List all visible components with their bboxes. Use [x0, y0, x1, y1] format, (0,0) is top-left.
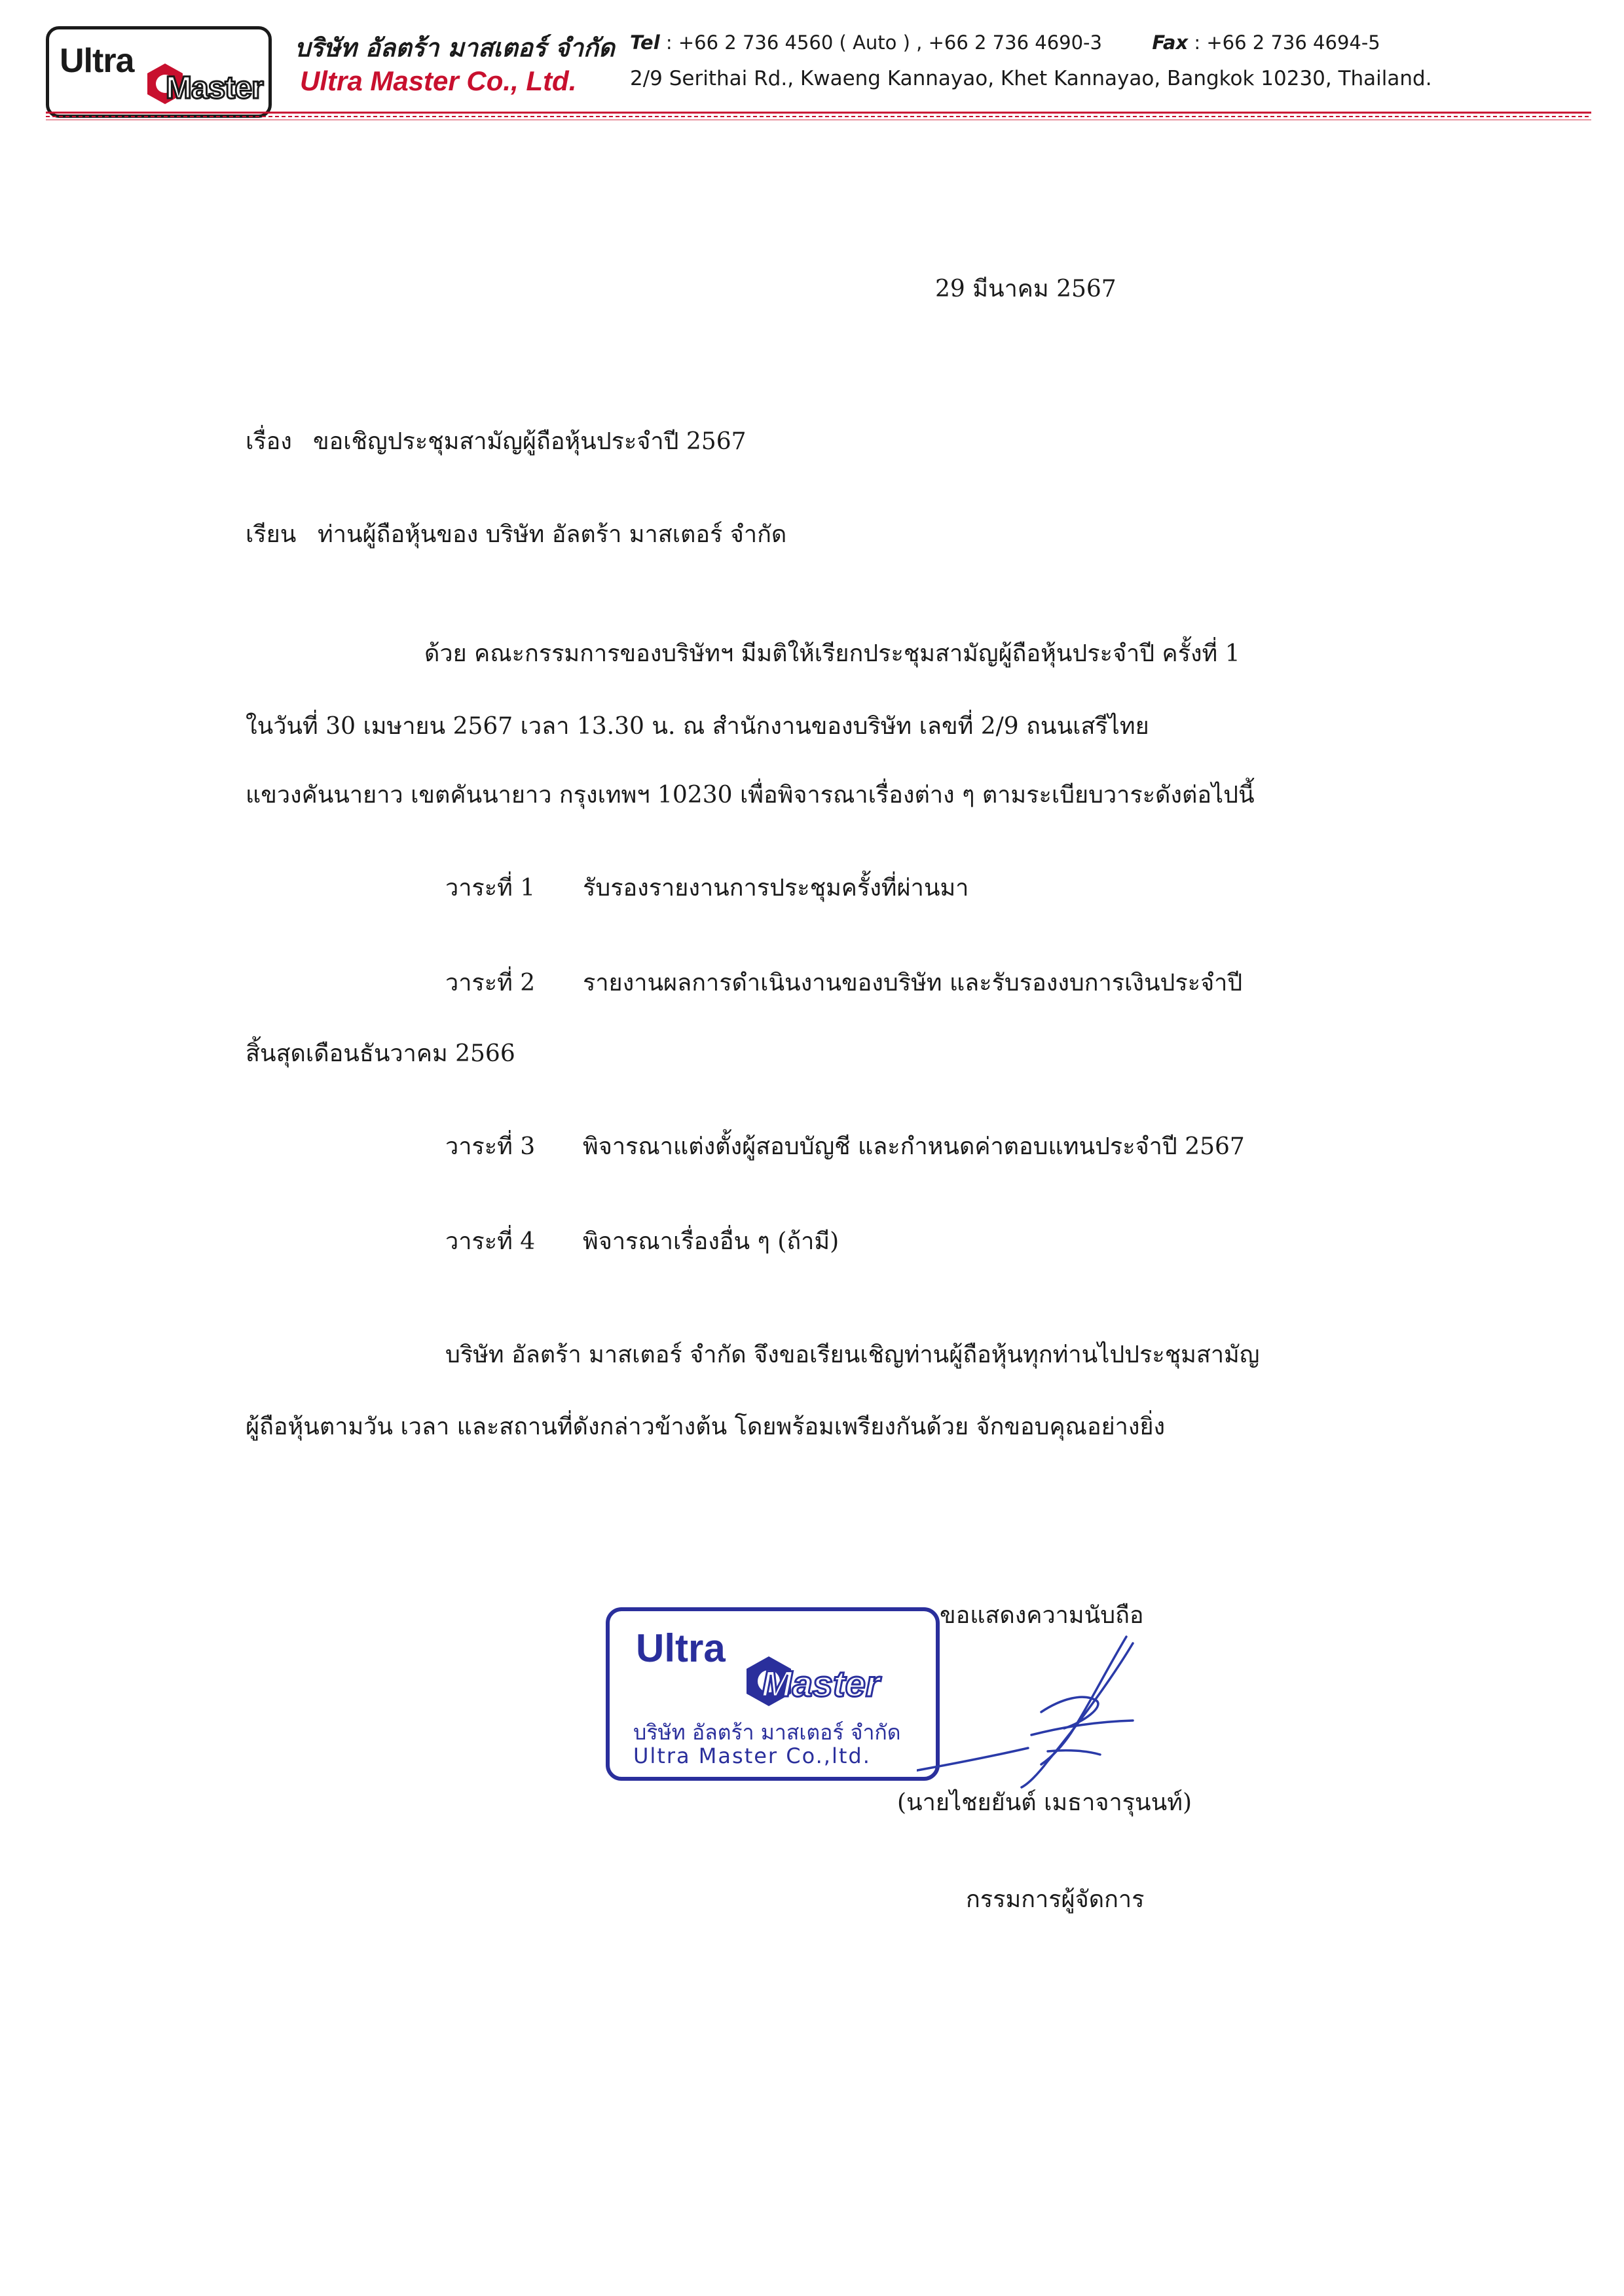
agenda-1-text: รับรองรายงานการประชุมครั้งที่ผ่านมา: [583, 875, 969, 902]
stamp-company-english: Ultra Master Co.,ltd.: [633, 1743, 871, 1768]
handwritten-signature: [917, 1630, 1179, 1800]
company-stamp: [606, 1607, 940, 1781]
letterhead: [46, 20, 1578, 124]
company-name-english: Ultra Master Co., Ltd.: [300, 65, 577, 96]
fax-value: : +66 2 736 4694-5: [1194, 31, 1380, 54]
tel-value: : +66 2 736 4560 ( Auto ) , +66 2 736 4690-3: [665, 31, 1102, 54]
letterhead-divider: [46, 110, 1591, 122]
tel-label: Tel: [630, 31, 660, 54]
paragraph-1-line-2: ในวันที่ 30 เมษายน 2567 เวลา 13.30 น. ณ สำนักงานของบริษัท เลขที่ 2/9 ถนนเสรีไทย: [246, 713, 1149, 740]
company-logo: [46, 26, 272, 118]
fax-label: Fax: [1152, 31, 1189, 54]
stamp-word-ultra: Ultra: [636, 1626, 726, 1670]
closing-phrase: ขอแสดงความนับถือ: [940, 1602, 1144, 1629]
subject-label: เรื่อง: [246, 428, 292, 455]
stamp-company-thai: บริษัท อัลตร้า มาสเตอร์ จำกัด: [633, 1720, 901, 1745]
agenda-3-label: วาระที่ 3: [445, 1133, 536, 1160]
signer-name: (นายไชยยันต์ เมธาจารุนนท์): [897, 1789, 1192, 1816]
paragraph-2-line-2: ผู้ถือหุ้นตามวัน เวลา และสถานที่ดังกล่าวข้างต้น โดยพร้อมเพรียงกันด้วย จักขอบคุณอย่างยิ่ง: [246, 1413, 1166, 1440]
paragraph-1-line-3: แขวงคันนายาว เขตคันนายาว กรุงเทพฯ 10230 เพื่อพิจารณาเรื่องต่าง ๆ ตามระเบียบวาระดังต่อไปนี้: [246, 782, 1255, 809]
contact-phone-fax: [630, 31, 1380, 54]
company-address: 2/9 Serithai Rd., Kwaeng Kannayao, Khet Kannayao, Bangkok 10230, Thailand.: [630, 67, 1432, 90]
company-name-thai: บริษัท อัลตร้า มาสเตอร์ จำกัด: [295, 33, 615, 62]
stamp-word-master: Master: [762, 1663, 880, 1704]
signer-position: กรรมการผู้จัดการ: [966, 1886, 1145, 1913]
recipient-label: เรียน: [246, 521, 297, 548]
letter-date: 29 มีนาคม 2567: [935, 276, 1116, 302]
agenda-4-text: พิจารณาเรื่องอื่น ๆ (ถ้ามี): [583, 1228, 840, 1255]
agenda-1-label: วาระที่ 1: [445, 875, 536, 902]
subject-text: ขอเชิญประชุมสามัญผู้ถือหุ้นประจำปี 2567: [313, 428, 747, 455]
logo-word-ultra: Ultra: [60, 42, 134, 80]
logo-word-master: Master: [166, 71, 263, 105]
agenda-2-continuation: สิ้นสุดเดือนธันวาคม 2566: [246, 1040, 515, 1067]
recipient-text: ท่านผู้ถือหุ้นของ บริษัท อัลตร้า มาสเตอร์ จำกัด: [318, 521, 787, 548]
agenda-2-text: รายงานผลการดำเนินงานของบริษัท และรับรองงบการเงินประจำปี: [583, 970, 1243, 996]
agenda-2-label: วาระที่ 2: [445, 970, 536, 996]
agenda-3-text: พิจารณาแต่งตั้งผู้สอบบัญชี และกำหนดค่าตอบแทนประจำปี 2567: [583, 1133, 1245, 1160]
paragraph-1-line-1: ด้วย คณะกรรมการของบริษัทฯ มีมติให้เรียกประชุมสามัญผู้ถือหุ้นประจำปี ครั้งที่ 1: [424, 640, 1240, 667]
agenda-4-label: วาระที่ 4: [445, 1228, 536, 1255]
paragraph-2-line-1: บริษัท อัลตร้า มาสเตอร์ จำกัด จึงขอเรียนเชิญท่านผู้ถือหุ้นทุกท่านไปประชุมสามัญ: [445, 1341, 1260, 1368]
